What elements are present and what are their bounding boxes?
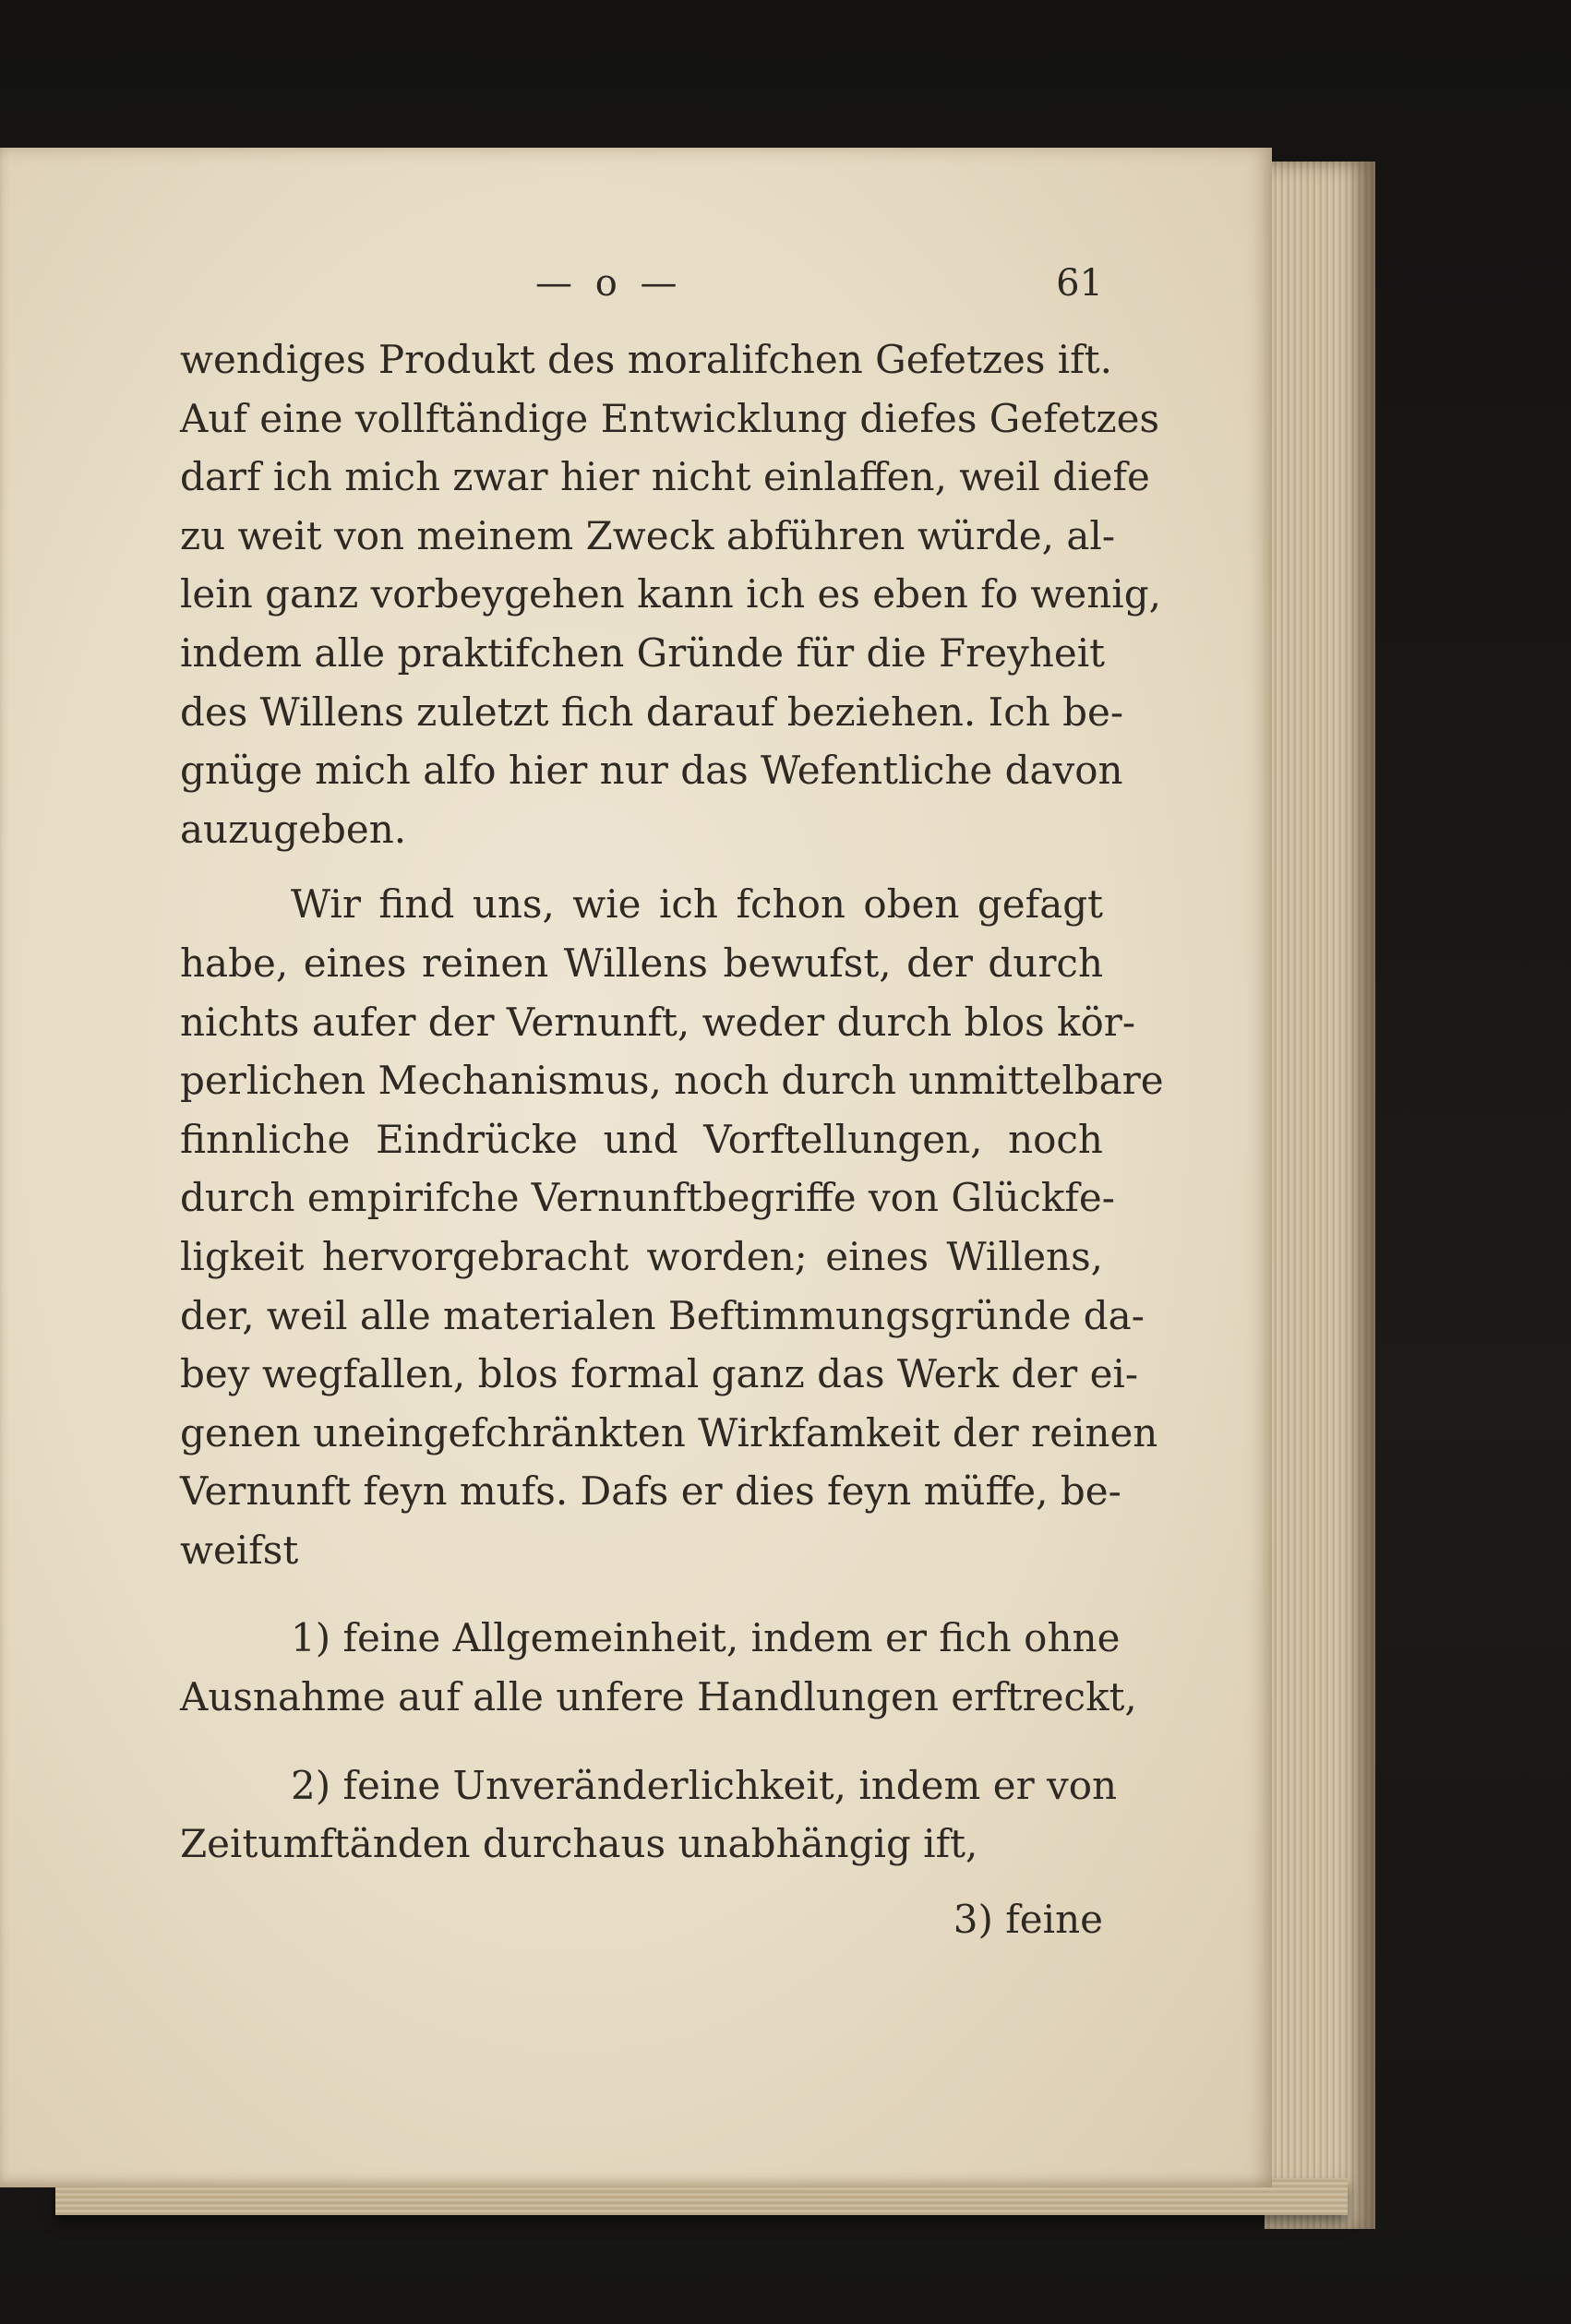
text-line: Wir find uns, wie ich fchon oben gefagt [291,881,1103,928]
text-line: lein ganz vorbeygehen kann ich es eben fo wenig, [180,571,1161,617]
text-line: darf ich mich zwar hier nicht einlaffen, weil diefe [180,454,1150,500]
text-line: durch empirifche Vernunftbegriffe von Glückfe- [180,1175,1115,1221]
catchword: 3) feine [953,1896,1103,1942]
text-line: Auf eine vollftändige Entwicklung diefes Gefetzes [180,395,1160,441]
text-line: nichts aufer der Vernunft, weder durch blos kör- [180,999,1136,1045]
running-head [180,258,1121,314]
numbered-item-1 [180,1609,1137,1726]
text-line: des Willens zuletzt fich darauf beziehen. Ich be- [180,689,1124,735]
text-line: bey wegfallen, blos formal ganz das Werk der ei- [180,1351,1139,1397]
paragraph-1 [180,330,1161,858]
page-number: 61 [1056,262,1103,305]
book-fore-edge [1265,162,1375,2229]
text-line: genen uneingefchränkten Wirkfamkeit der reinen [180,1409,1158,1455]
text-line: finnliche Eindrücke und Vorftellungen, noch [180,1116,1103,1162]
text-line: ligkeit hervorgebracht worden; eines Willens, [180,1233,1103,1279]
text-line: Ausnahme auf alle unfere Handlungen erftreckt, [180,1674,1137,1720]
page-content [180,258,1164,1948]
text-line: weifst [180,1527,299,1573]
text-line: wendiges Produkt des moralifchen Gefetzes ift. [180,337,1112,382]
text-line: 1) feine Allgemeinheit, indem er fich ohne [291,1615,1121,1661]
head-ornament: — o — [535,262,683,305]
text-line: perlichen Mechanismus, noch durch unmittelbare [180,1058,1164,1104]
text-line: gnüge mich alfo hier nur das Wefentliche davon [180,748,1123,794]
text-line: Vernunft feyn mufs. Dafs er dies feyn müffe, be- [180,1468,1121,1515]
book-page [0,148,1272,2187]
numbered-item-2 [180,1756,1121,1874]
text-line: habe, eines reinen Willens bewufst, der durch [180,940,1103,986]
text-line: Zeitumftänden durchaus unabhängig ift, [180,1821,978,1867]
text-line: 2) feine Unveränderlichkeit, indem er von [291,1762,1118,1808]
paragraph-2 [180,875,1164,1579]
text-line: auzugeben. [180,806,407,852]
text-line: indem alle praktifchen Gründe für die Freyheit [180,629,1106,676]
text-line: der, weil alle materialen Beftimmungsgründe da- [180,1292,1145,1338]
text-line: zu weit von meinem Zweck abführen würde, al- [180,512,1116,558]
